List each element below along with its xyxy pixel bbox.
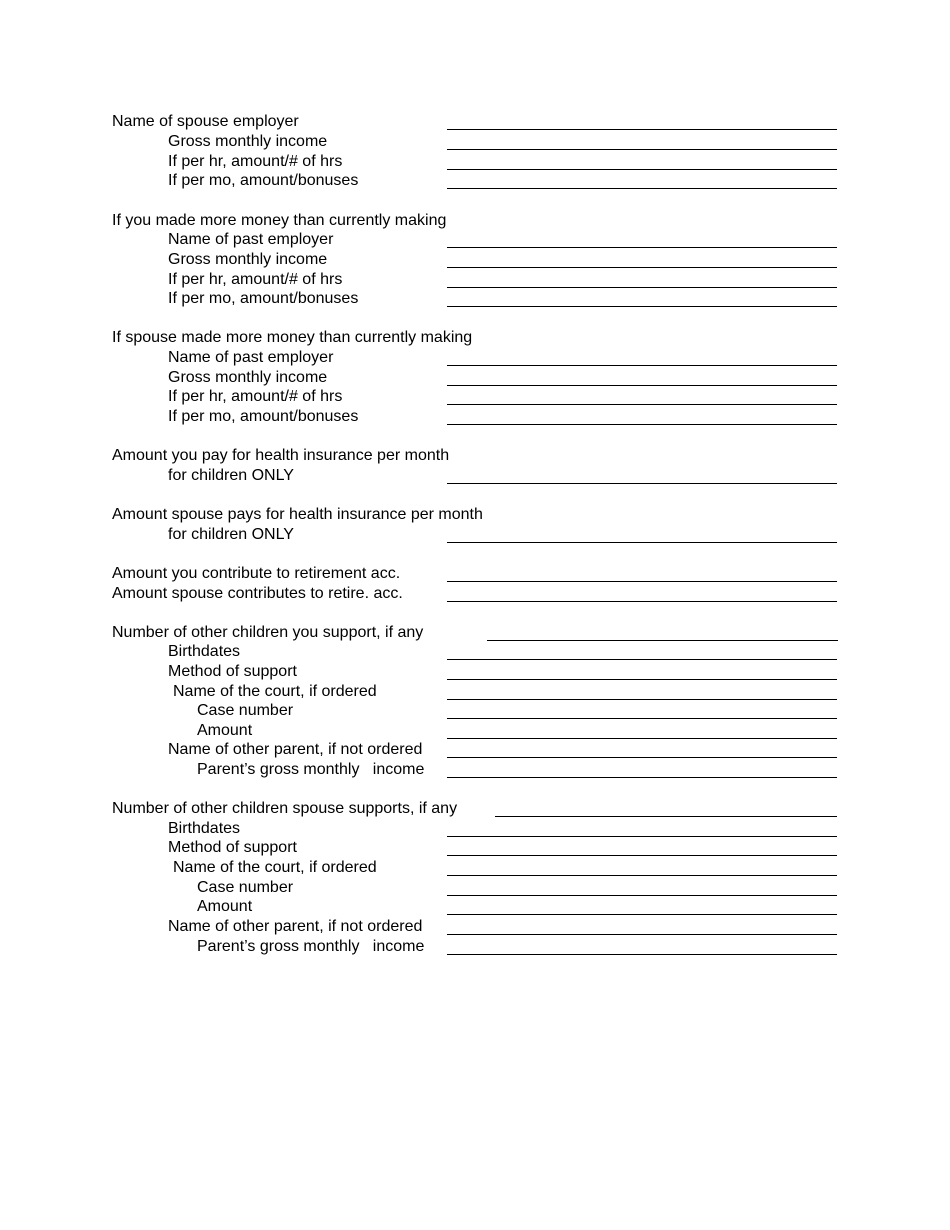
you-children-field[interactable] xyxy=(487,640,838,641)
you-past-per-hr-field[interactable] xyxy=(447,287,837,288)
you-amount-field[interactable] xyxy=(447,738,837,739)
spouse-case-field[interactable] xyxy=(447,895,837,896)
you-birthdates-label: Birthdates xyxy=(168,643,241,660)
you-health-children-field[interactable] xyxy=(447,483,837,484)
you-case-row xyxy=(0,701,950,721)
you-past-per-hr-label: If per hr, amount/# of hrs xyxy=(168,271,343,288)
you-method-field[interactable] xyxy=(447,679,837,680)
spouse-employer-field[interactable] xyxy=(447,129,837,130)
spouse-per-hr-label: If per hr, amount/# of hrs xyxy=(168,153,343,170)
you-method-label: Method of support xyxy=(168,663,297,680)
spouse-past-employer-row xyxy=(0,348,950,368)
spouse-amount-field[interactable] xyxy=(447,914,837,915)
spouse-retirement-row xyxy=(0,584,950,604)
you-other-parent-label: Name of other parent, if not ordered xyxy=(168,741,423,758)
spouse-past-per-mo-row xyxy=(0,407,950,427)
you-retirement-field[interactable] xyxy=(447,581,837,582)
spouse-method-field[interactable] xyxy=(447,855,837,856)
you-method-row xyxy=(0,662,950,682)
spouse-retirement-field[interactable] xyxy=(447,601,837,602)
you-past-gross-label: Gross monthly income xyxy=(168,251,328,268)
spouse-per-hr-field[interactable] xyxy=(447,169,837,170)
you-health-children-label: for children ONLY xyxy=(168,467,294,484)
spouse-case-label: Case number xyxy=(197,879,294,896)
spouse-past-per-mo-label: If per mo, amount/bonuses xyxy=(168,408,359,425)
spouse-per-hr-row xyxy=(0,152,950,172)
you-retirement-row xyxy=(0,564,950,584)
you-past-heading: If you made more money than currently making xyxy=(112,212,447,229)
spouse-past-per-mo-field[interactable] xyxy=(447,424,837,425)
spouse-children-field[interactable] xyxy=(495,816,837,817)
spouse-other-parent-label: Name of other parent, if not ordered xyxy=(168,918,423,935)
spouse-birthdates-row xyxy=(0,819,950,839)
you-health-heading-row xyxy=(0,446,950,466)
you-past-heading-row xyxy=(0,211,950,231)
spouse-court-row xyxy=(0,858,950,878)
you-children-label: Number of other children you support, if any xyxy=(112,624,424,641)
spouse-past-employer-label: Name of past employer xyxy=(168,349,334,366)
spouse-other-parent-row xyxy=(0,917,950,937)
you-amount-label: Amount xyxy=(197,722,253,739)
you-past-per-mo-field[interactable] xyxy=(447,306,837,307)
spouse-children-row xyxy=(0,799,950,819)
spouse-past-employer-field[interactable] xyxy=(447,365,837,366)
you-other-parent-row xyxy=(0,740,950,760)
spouse-per-mo-row xyxy=(0,171,950,191)
you-birthdates-row xyxy=(0,642,950,662)
spouse-parent-income-label: Parent’s gross monthly income xyxy=(197,938,425,955)
spouse-court-field[interactable] xyxy=(447,875,837,876)
you-health-heading: Amount you pay for health insurance per month xyxy=(112,447,450,464)
spouse-children-label: Number of other children spouse supports, if any xyxy=(112,800,458,817)
spouse-other-parent-field[interactable] xyxy=(447,934,837,935)
spouse-health-children-row xyxy=(0,525,950,545)
spouse-health-heading: Amount spouse pays for health insurance per month xyxy=(112,506,483,523)
you-past-gross-row xyxy=(0,250,950,270)
spouse-employer-label: Name of spouse employer xyxy=(112,113,299,130)
you-past-per-hr-row xyxy=(0,270,950,290)
spouse-employer-row xyxy=(0,112,950,132)
spouse-amount-label: Amount xyxy=(197,898,253,915)
spouse-past-heading-row xyxy=(0,328,950,348)
spouse-health-heading-row xyxy=(0,505,950,525)
spouse-past-heading: If spouse made more money than currently making xyxy=(112,329,473,346)
spouse-birthdates-field[interactable] xyxy=(447,836,837,837)
you-case-label: Case number xyxy=(197,702,294,719)
spouse-per-mo-field[interactable] xyxy=(447,188,837,189)
you-health-children-row xyxy=(0,466,950,486)
you-past-per-mo-label: If per mo, amount/bonuses xyxy=(168,290,359,307)
spouse-birthdates-label: Birthdates xyxy=(168,820,241,837)
spouse-parent-income-row xyxy=(0,937,950,957)
you-parent-income-field[interactable] xyxy=(447,777,837,778)
you-past-per-mo-row xyxy=(0,289,950,309)
spouse-retirement-label: Amount spouse contributes to retire. acc. xyxy=(112,585,403,602)
spouse-health-children-field[interactable] xyxy=(447,542,837,543)
you-past-employer-row xyxy=(0,230,950,250)
spouse-health-children-label: for children ONLY xyxy=(168,526,294,543)
spouse-past-per-hr-label: If per hr, amount/# of hrs xyxy=(168,388,343,405)
you-children-row xyxy=(0,623,950,643)
you-parent-income-row xyxy=(0,760,950,780)
spouse-past-gross-field[interactable] xyxy=(447,385,837,386)
spouse-gross-field[interactable] xyxy=(447,149,837,150)
you-other-parent-field[interactable] xyxy=(447,757,837,758)
spouse-parent-income-field[interactable] xyxy=(447,954,837,955)
spouse-per-mo-label: If per mo, amount/bonuses xyxy=(168,172,359,189)
spouse-court-label: Name of the court, if ordered xyxy=(173,859,377,876)
you-court-label: Name of the court, if ordered xyxy=(173,683,377,700)
you-past-employer-label: Name of past employer xyxy=(168,231,334,248)
you-amount-row xyxy=(0,721,950,741)
spouse-past-per-hr-row xyxy=(0,387,950,407)
you-court-field[interactable] xyxy=(447,699,837,700)
spouse-method-row xyxy=(0,838,950,858)
you-case-field[interactable] xyxy=(447,718,837,719)
you-parent-income-label: Parent’s gross monthly income xyxy=(197,761,425,778)
spouse-past-gross-row xyxy=(0,368,950,388)
spouse-amount-row xyxy=(0,897,950,917)
you-retirement-label: Amount you contribute to retirement acc. xyxy=(112,565,401,582)
spouse-gross-row xyxy=(0,132,950,152)
you-past-employer-field[interactable] xyxy=(447,247,837,248)
you-past-gross-field[interactable] xyxy=(447,267,837,268)
spouse-method-label: Method of support xyxy=(168,839,297,856)
spouse-past-gross-label: Gross monthly income xyxy=(168,369,328,386)
spouse-gross-label: Gross monthly income xyxy=(168,133,328,150)
spouse-case-row xyxy=(0,878,950,898)
you-court-row xyxy=(0,682,950,702)
spouse-past-per-hr-field[interactable] xyxy=(447,404,837,405)
you-birthdates-field[interactable] xyxy=(447,659,837,660)
